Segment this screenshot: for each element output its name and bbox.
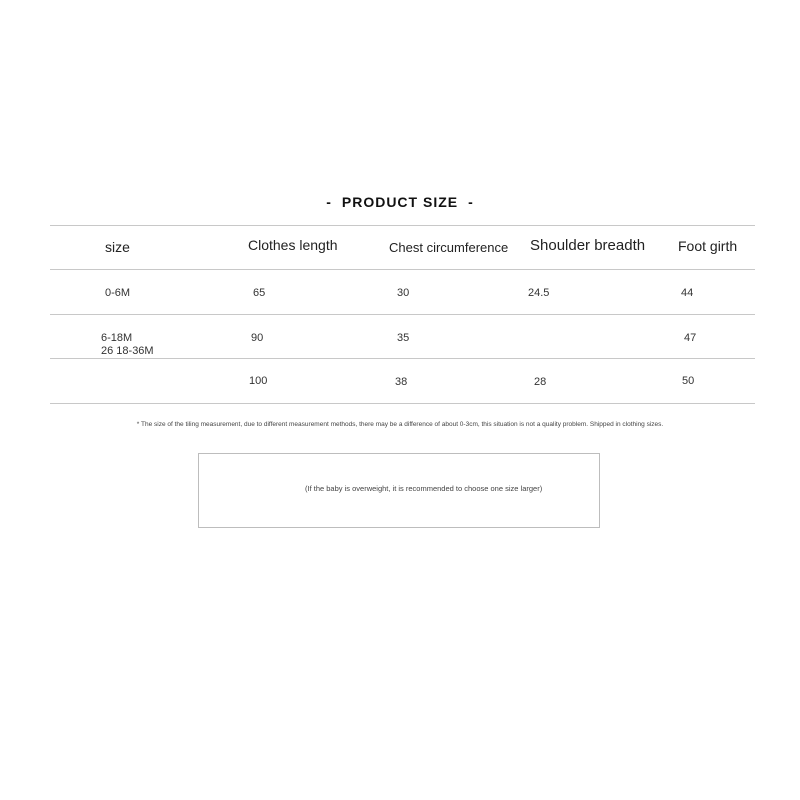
product-size-title (0, 194, 800, 210)
row-1-shoulder: 24.5 (528, 287, 550, 299)
row-1-foot: 44 (681, 287, 694, 299)
row-2-chest: 35 (397, 332, 410, 344)
row-2-size-line1: 6-18M (101, 332, 133, 344)
header-clothes-length: Clothes length (248, 237, 338, 253)
row-3-foot: 50 (682, 375, 695, 387)
title-dash-left: - (326, 194, 332, 210)
header-chest-circumference: Chest circumference (389, 240, 509, 255)
measurement-note: * The size of the tiling measurement, due to different measurement methods, there may be a difference of about 0-3cm, this situation is not a quality problem. Shipped in clothing sizes. (136, 421, 664, 428)
overweight-tip-box (198, 453, 600, 528)
row-1-bottom-line (50, 314, 755, 315)
row-1-size: 0-6M (105, 287, 131, 299)
row-2-clothes-length: 90 (251, 332, 264, 344)
header-size: size (105, 239, 130, 255)
header-shoulder-breadth: Shoulder breadth (530, 237, 646, 254)
header-bottom-line (50, 269, 755, 270)
title-dash-right: - (468, 194, 474, 210)
row-3-clothes-length: 100 (249, 375, 268, 387)
row-3-chest: 38 (395, 376, 408, 388)
row-1-chest: 30 (397, 287, 410, 299)
table-top-line (50, 225, 755, 226)
row-2-foot: 47 (684, 332, 697, 344)
row-1-clothes-length: 65 (253, 287, 266, 299)
row-2-size-line2: 26 18-36M (101, 345, 154, 357)
overweight-tip-text: (If the baby is overweight, it is recommended to choose one size larger) (305, 484, 543, 493)
table-bottom-line (50, 403, 755, 404)
row-3-shoulder: 28 (534, 376, 547, 388)
header-foot-girth: Foot girth (678, 238, 738, 254)
title-text: PRODUCT SIZE (341, 194, 459, 210)
row-2-bottom-line (50, 358, 755, 359)
